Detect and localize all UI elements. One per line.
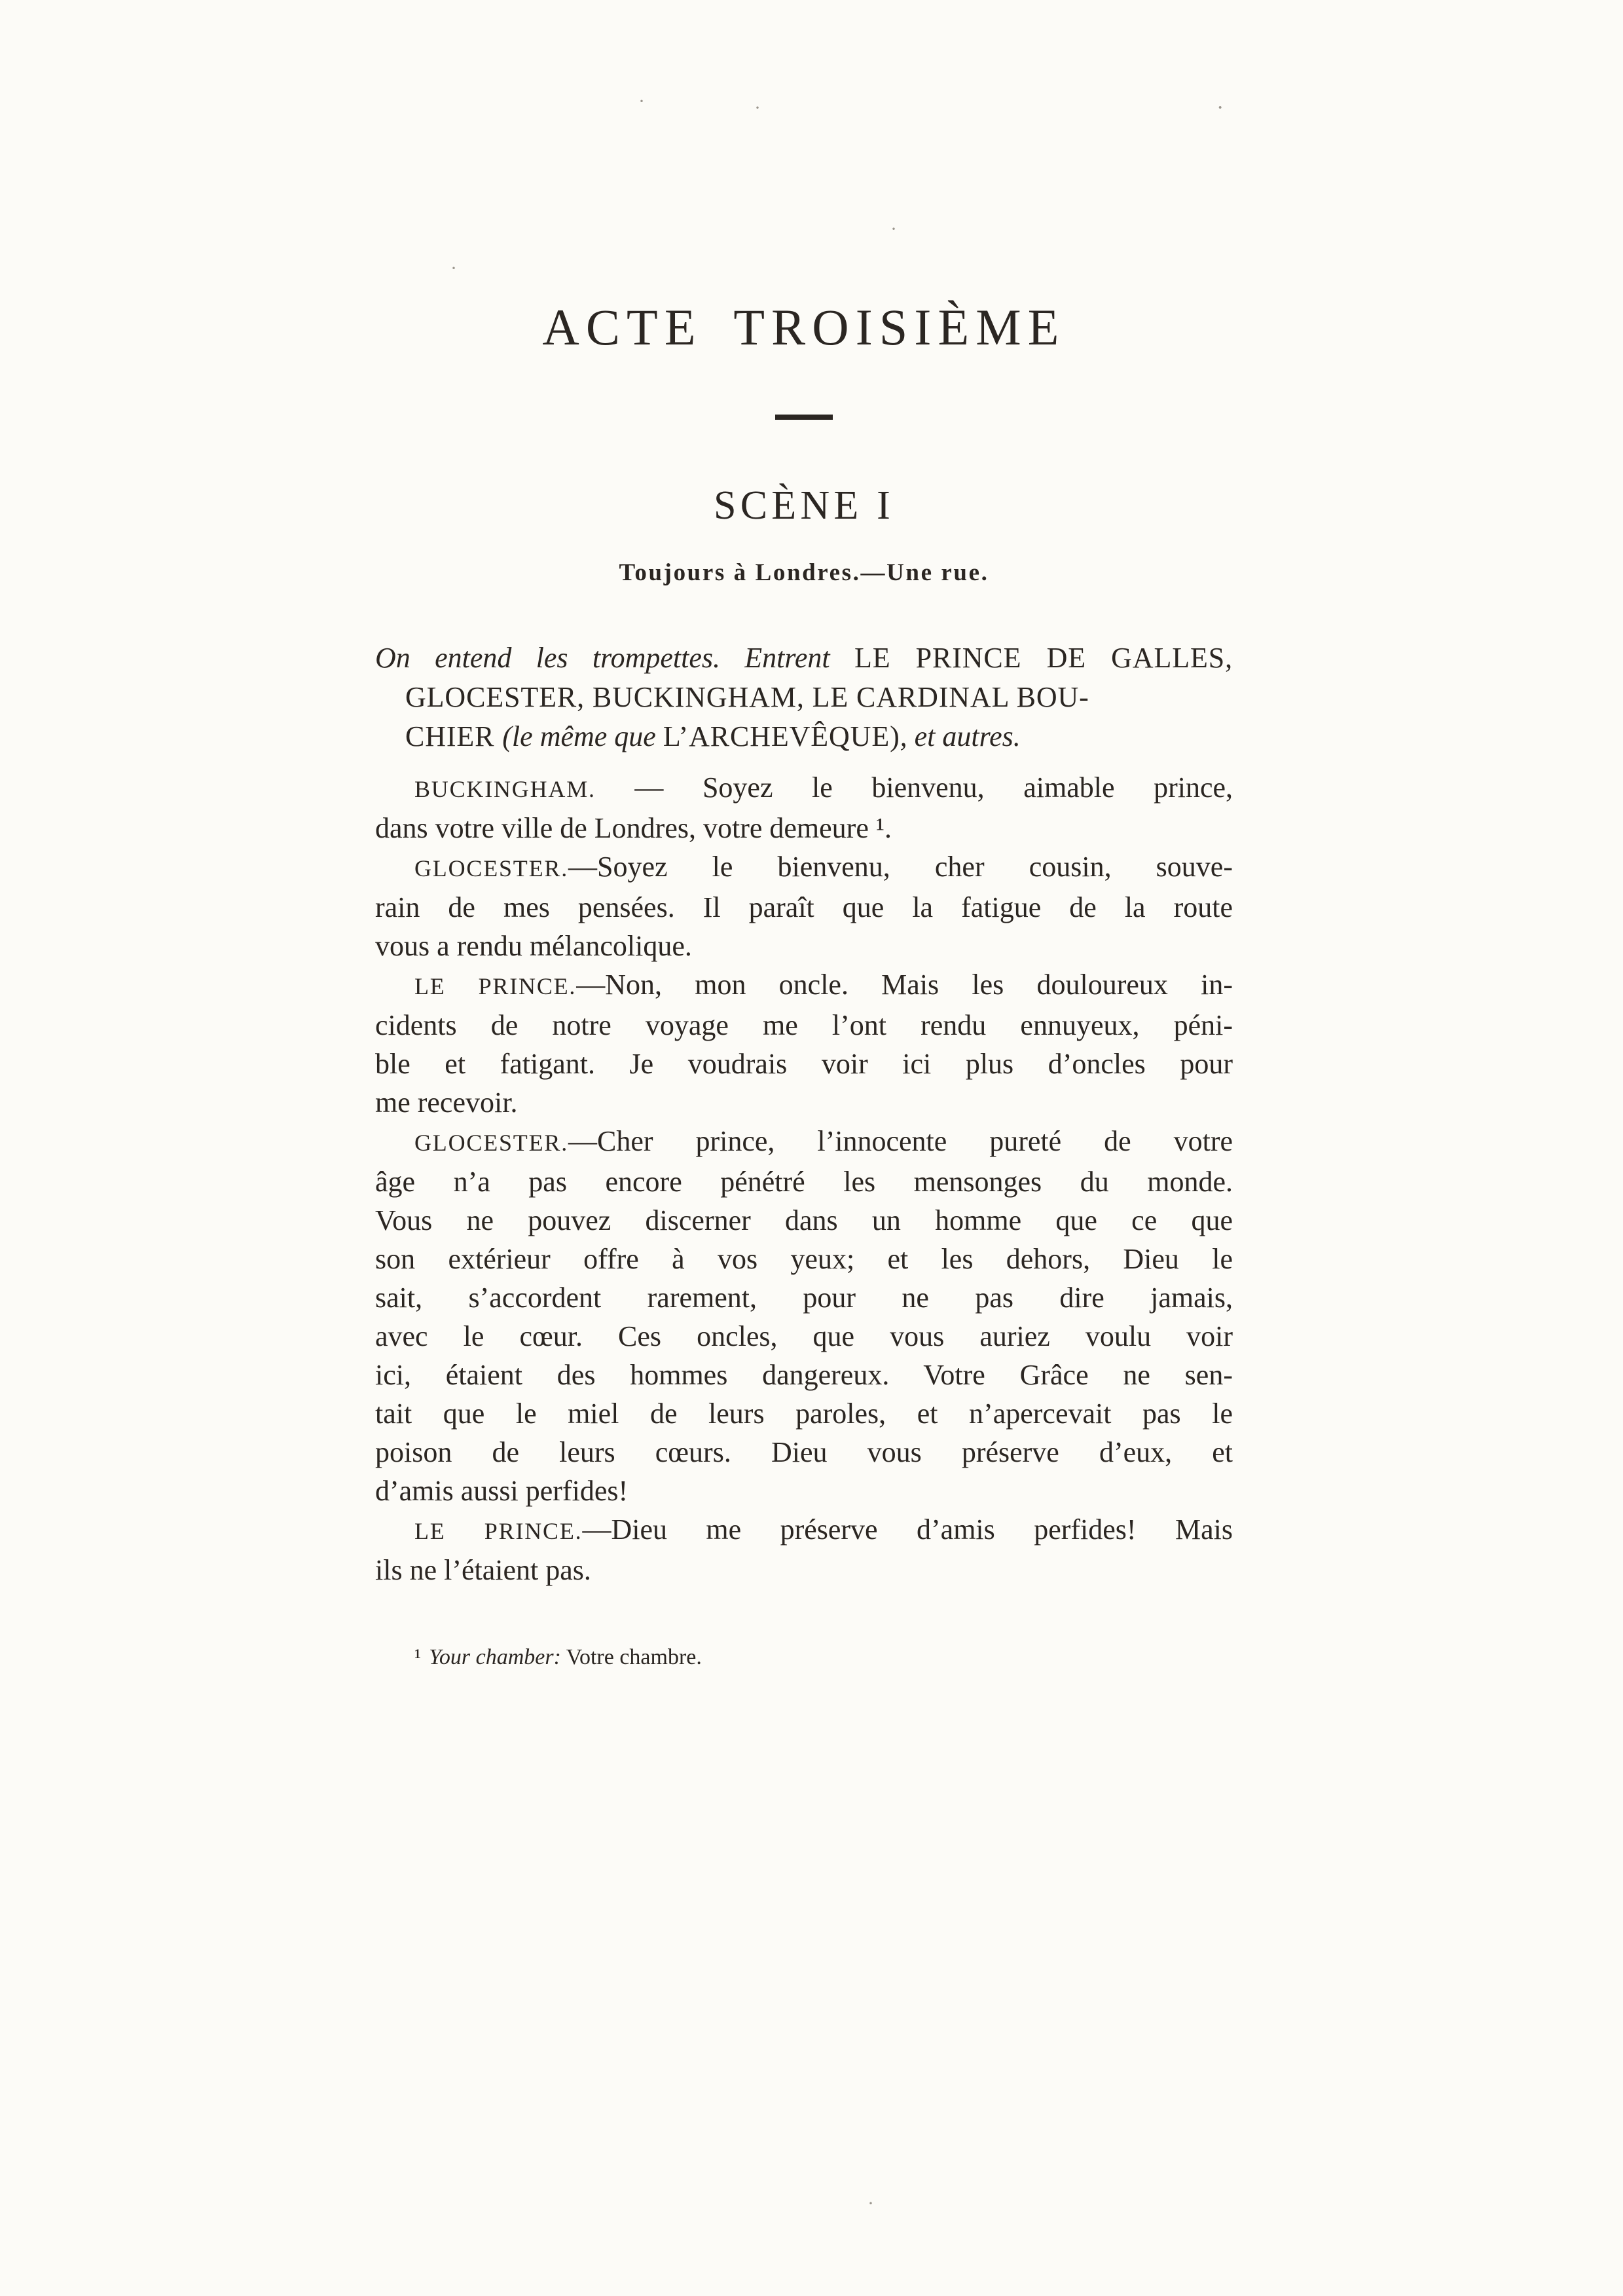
dialogue-line: me recevoir. <box>375 1086 518 1119</box>
scene-heading: SCÈNE I <box>714 483 894 528</box>
dialogue-paragraph <box>375 1510 1233 1589</box>
footnote-marker: ¹ <box>414 1644 429 1669</box>
footnote <box>375 1644 1233 1671</box>
dialogue-line: LE PRINCE.—Dieu me préserve d’amis perfides! Mais <box>414 1513 1233 1546</box>
dialogue-line: vous a rendu mélancolique. <box>375 929 692 962</box>
stage-direction-text: , et autres. <box>900 720 1021 752</box>
dialogue-paragraph <box>375 965 1233 1122</box>
scan-artifact: · <box>638 90 645 112</box>
stage-direction-line <box>375 639 1233 678</box>
dialogue-line: ble et fatigant. Je voudrais voir ici plus d’oncles pour <box>375 1047 1233 1080</box>
speaker-name: BUCKINGHAM. <box>414 775 596 802</box>
scan-artifact: · <box>890 218 897 240</box>
dialogue-line: BUCKINGHAM. — Soyez le bienvenu, aimable prince, <box>414 771 1233 804</box>
stage-direction-line <box>375 678 1233 717</box>
stage-direction-line <box>375 717 1233 756</box>
speaker-name: GLOCESTER. <box>414 1129 569 1156</box>
speaker-name: GLOCESTER. <box>414 855 569 881</box>
scan-artifact: · <box>1216 96 1224 120</box>
scan-artifact: · <box>450 257 457 279</box>
stage-direction-text: (le même que <box>502 720 663 752</box>
dialogue-line: GLOCESTER.—Cher prince, l’innocente pureté de votre <box>414 1124 1233 1157</box>
dialogue-line: rain de mes pensées. Il paraît que la fatigue de la route <box>375 891 1233 923</box>
stage-direction <box>375 639 1233 756</box>
dialogue-line: dans votre ville de Londres, votre demeure ¹. <box>375 811 892 844</box>
character-name: CHIER <box>405 720 503 752</box>
speaker-name: LE PRINCE. <box>414 972 577 999</box>
dialogue-line: GLOCESTER.—Soyez le bienvenu, cher cousin, souve- <box>414 850 1233 883</box>
speaker-name: LE PRINCE. <box>414 1517 583 1544</box>
dialogue-line: âge n’a pas encore pénétré les mensonges du monde. <box>375 1165 1233 1198</box>
stage-direction-text: On entend les trompettes. Entrent <box>375 641 854 674</box>
dialogue-line: sait, s’accordent rarement, pour ne pas dire jamais, <box>375 1281 1233 1314</box>
scene-subtitle: Toujours à Londres.—Une rue. <box>619 559 989 586</box>
dialogue-line: ici, étaient des hommes dangereux. Votre Grâce ne sen- <box>375 1358 1233 1391</box>
scan-artifact: · <box>867 2193 874 2214</box>
character-name: L’ARCHEVÊQUE) <box>663 720 900 752</box>
text-column <box>375 0 1233 1671</box>
dialogue-line: Vous ne pouvez discerner dans un homme que ce que <box>375 1204 1233 1236</box>
dialogue-line: tait que le miel de leurs paroles, et n’apercevait pas le <box>375 1397 1233 1430</box>
dialogue-paragraph <box>375 1122 1233 1510</box>
scan-artifact: · <box>754 97 761 119</box>
dialogue-paragraph <box>375 768 1233 847</box>
dialogue-line: ils ne l’étaient pas. <box>375 1553 591 1586</box>
footnote-definition: Votre chambre. <box>560 1644 702 1669</box>
section-divider-rule <box>775 415 833 420</box>
dialogue-line: son extérieur offre à vos yeux; et les dehors, Dieu le <box>375 1242 1233 1275</box>
dialogue-line: d’amis aussi perfides! <box>375 1474 629 1507</box>
character-name: LE PRINCE DE GALLES, <box>854 641 1233 674</box>
footnote-term: Your chamber: <box>429 1644 561 1669</box>
dialogue <box>375 768 1233 1589</box>
character-name: GLOCESTER, BUCKINGHAM, LE CARDINAL BOU- <box>405 680 1089 713</box>
dialogue-line: avec le cœur. Ces oncles, que vous auriez voulu voir <box>375 1320 1233 1352</box>
dialogue-line: poison de leurs cœurs. Dieu vous préserve d’eux, et <box>375 1435 1233 1468</box>
dialogue-line: LE PRINCE.—Non, mon oncle. Mais les douloureux in- <box>414 968 1233 1001</box>
dialogue-paragraph <box>375 847 1233 965</box>
dialogue-line: cidents de notre voyage me l’ont rendu ennuyeux, péni- <box>375 1009 1233 1041</box>
act-title: ACTE TROISIÈME <box>542 299 1066 356</box>
